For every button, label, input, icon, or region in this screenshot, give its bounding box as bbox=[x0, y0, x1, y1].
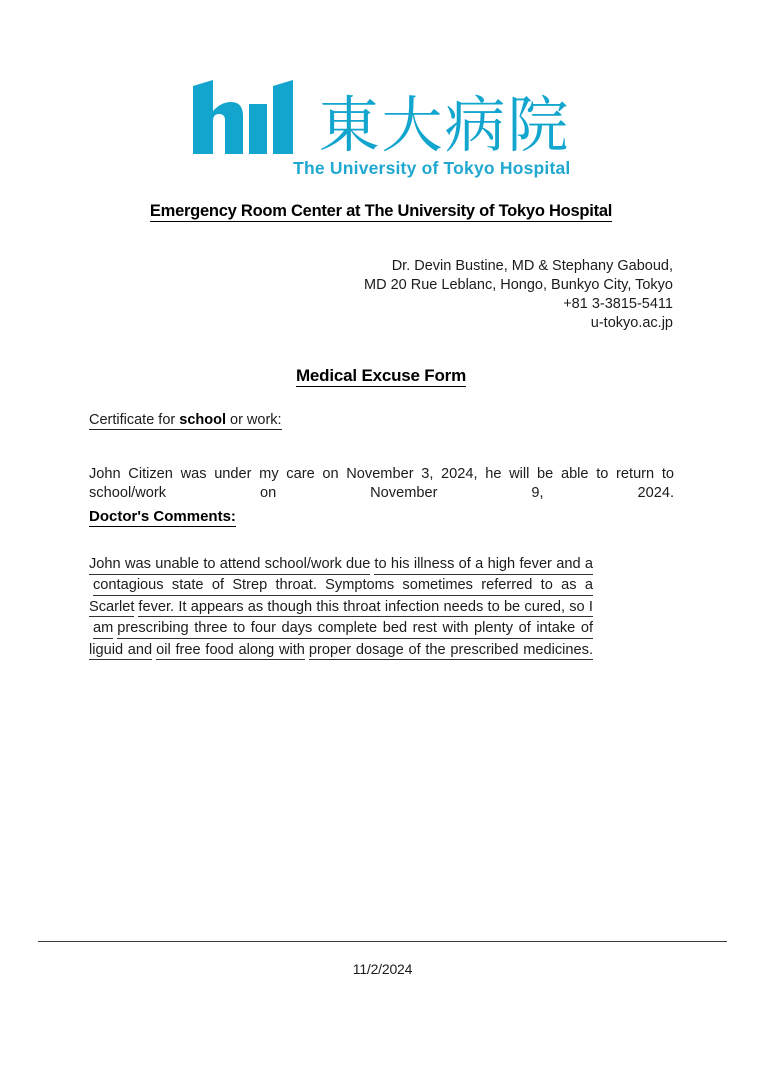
doctors-comments-body bbox=[89, 554, 593, 682]
logo-row bbox=[191, 78, 571, 162]
patient-statement: John Citizen was under my care on November 3, 2024, he will be able to return to school/work on November 9, 2024. bbox=[89, 466, 674, 502]
address-line-street: MD 20 Rue Leblanc, Hongo, Bunkyo City, Tokyo bbox=[364, 277, 673, 294]
doctors-comments-label bbox=[89, 508, 236, 525]
footer-date: 11/2/2024 bbox=[352, 961, 413, 977]
certificate-selected-option: school bbox=[179, 412, 226, 428]
certificate-for-line bbox=[89, 412, 282, 428]
comments-run: contagious state of Strep throat. Symptoms sometimes referred to as a Scarlet bbox=[89, 577, 593, 617]
comments-run: to his illness of a high fever and a bbox=[374, 556, 593, 575]
comments-run: fever. It appears as though this throat infection needs to be cured, so I bbox=[138, 599, 593, 618]
comments-run: oil free food along with bbox=[156, 642, 305, 661]
page-title bbox=[38, 202, 724, 221]
comments-run: proper dosage of the prescribed medicines. bbox=[309, 642, 593, 661]
footer-divider bbox=[38, 941, 727, 942]
logo-tagline: The University of Tokyo Hospital bbox=[293, 158, 571, 178]
address-line-website: u-tokyo.ac.jp bbox=[590, 315, 673, 332]
hospital-logo bbox=[0, 78, 762, 179]
clinic-address-block bbox=[243, 257, 673, 334]
certificate-prefix: Certificate for bbox=[89, 412, 180, 428]
comments-run: am bbox=[93, 620, 113, 639]
comments-run: prescribing three to four days complete bed rest with plenty of intake of liguid and bbox=[89, 620, 593, 660]
form-title bbox=[38, 366, 724, 386]
certificate-suffix: or work: bbox=[225, 412, 282, 428]
logo-kanji: 東大病院 bbox=[318, 90, 571, 162]
page-title-text: Emergency Room Center at The University of Tokyo Hospital bbox=[149, 202, 613, 220]
comments-run: John was unable to attend school/work due bbox=[89, 556, 370, 575]
doctors-comments-label-text: Doctor's Comments: bbox=[89, 508, 236, 525]
address-line-phone: +81 3-3815-5411 bbox=[563, 296, 673, 313]
form-title-text: Medical Excuse Form bbox=[295, 366, 467, 385]
logo-inner bbox=[191, 78, 570, 179]
hd-monogram-icon bbox=[191, 78, 301, 156]
address-line-doctors: Dr. Devin Bustine, MD & Stephany Gaboud, bbox=[391, 258, 673, 274]
